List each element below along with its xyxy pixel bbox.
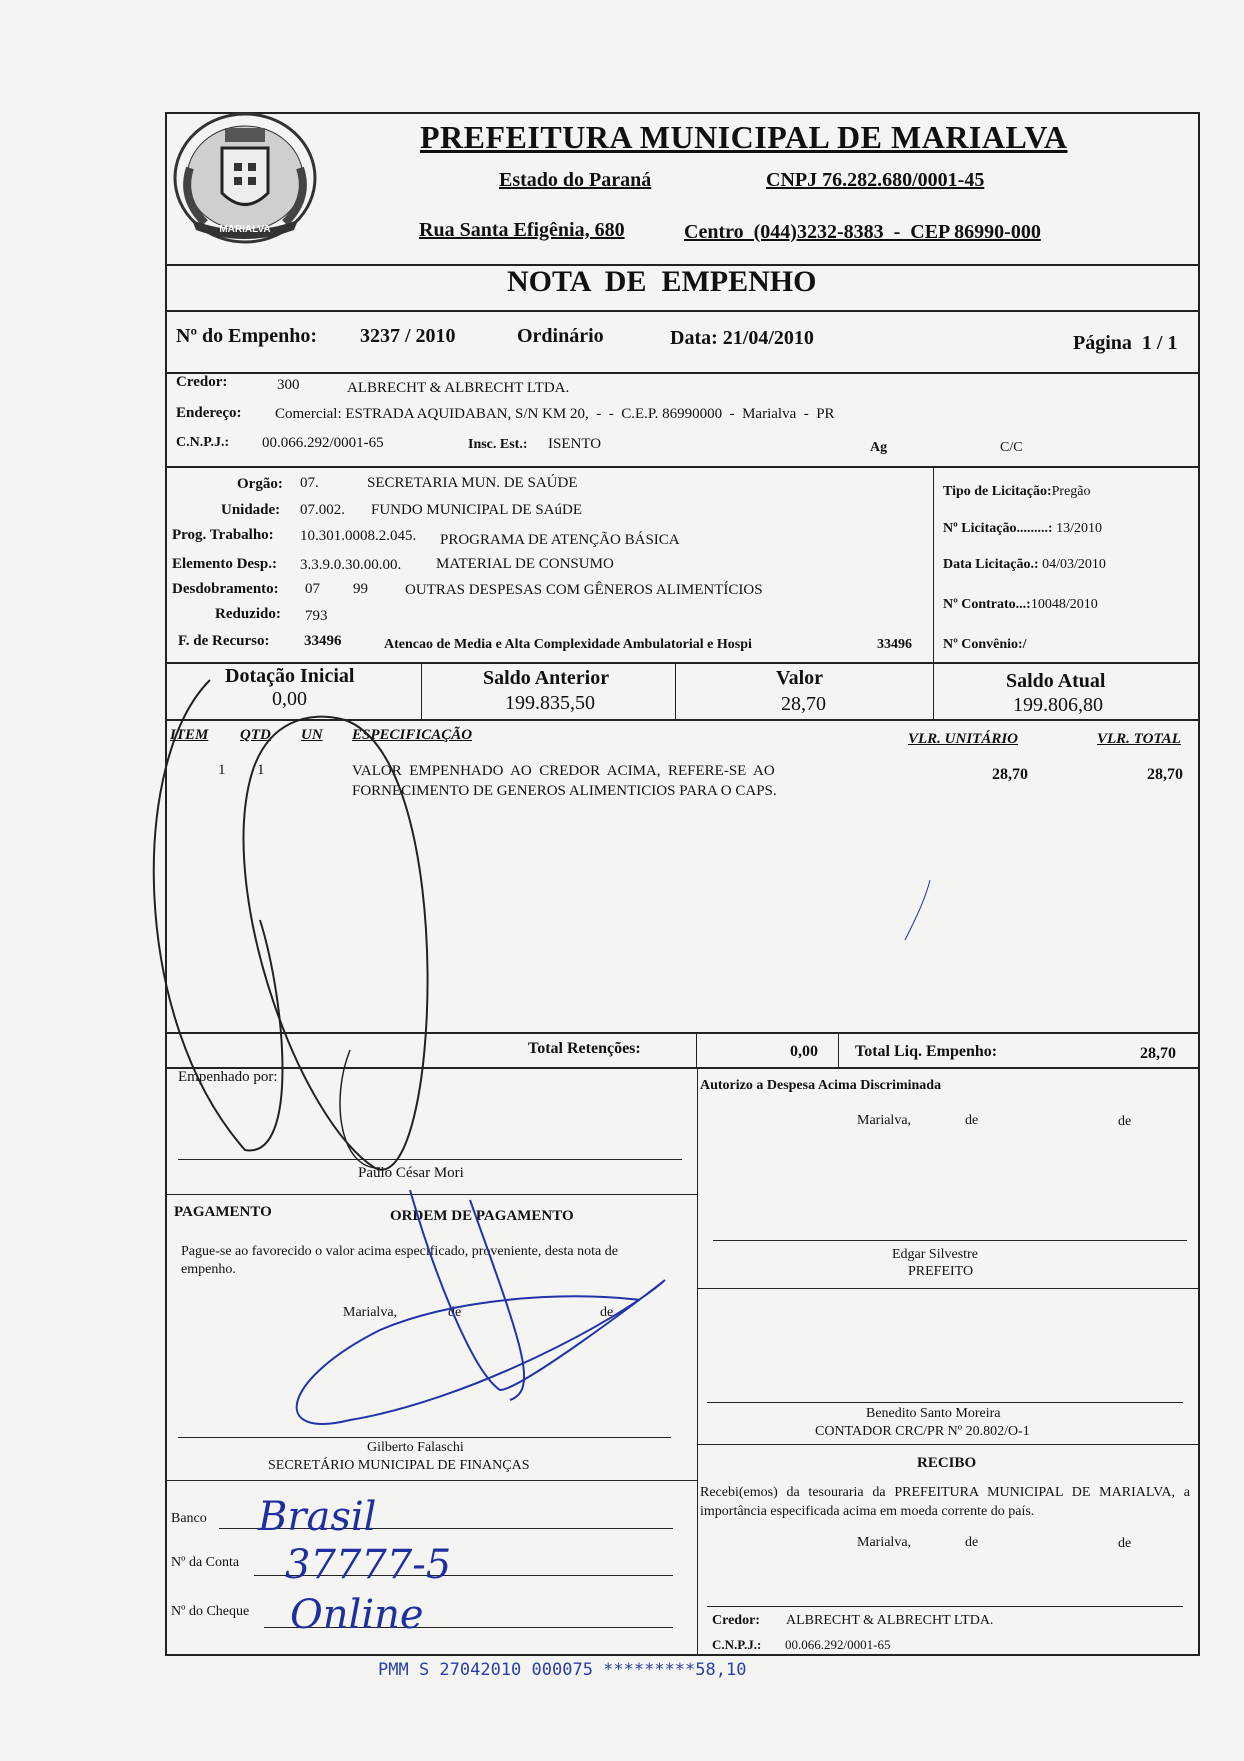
- page-number: Página 1 / 1: [1073, 332, 1178, 354]
- recibo-credor-label: Credor:: [712, 1613, 760, 1628]
- dotacao-inicial-label: Dotação Inicial: [225, 665, 355, 687]
- autorizo-de1: de: [965, 1113, 979, 1128]
- prefeito-name: Edgar Silvestre: [892, 1247, 978, 1262]
- empenho-type: Ordinário: [517, 325, 604, 347]
- svg-text:MARIALVA: MARIALVA: [219, 224, 271, 235]
- licitacao-data-label: Data Licitação.: 04/03/2010: [943, 557, 1106, 572]
- licitacao-data-value: 04/03/2010: [1042, 557, 1106, 572]
- contador-name: Benedito Santo Moreira: [866, 1406, 1001, 1421]
- total-liquido-value: 28,70: [1140, 1045, 1176, 1062]
- payment-stamp: PMM S 27042010 000075 *********58,10: [378, 1660, 747, 1680]
- saldo-atual-label: Saldo Atual: [1006, 670, 1106, 692]
- recibo-title: RECIBO: [917, 1455, 977, 1471]
- pagamento-de1: de: [448, 1305, 462, 1320]
- orgao-code: 07.: [300, 475, 319, 491]
- recibo-de1: de: [965, 1535, 979, 1550]
- elemento-label: Elemento Desp.:: [172, 556, 277, 572]
- secretario-name: Gilberto Falaschi: [367, 1440, 464, 1455]
- document-title: NOTA DE EMPENHO: [507, 265, 817, 298]
- autorizo-de2: de: [1118, 1114, 1132, 1129]
- elemento-code: 3.3.9.0.30.00.00.: [300, 557, 402, 573]
- municipal-seal: [170, 108, 320, 248]
- item-number: 1: [218, 762, 226, 778]
- empenhado-por-label: Empenhado por:: [178, 1069, 278, 1085]
- recurso-code: 33496: [304, 633, 342, 649]
- desdobramento-label: Desdobramento:: [172, 581, 279, 597]
- autorizo-city: Marialva,: [857, 1113, 912, 1128]
- item-espec-line1: VALOR EMPENHADO AO CREDOR ACIMA, REFERE-SE AO: [352, 763, 775, 779]
- item-total-value: 28,70: [1147, 766, 1183, 783]
- cc-label: C/C: [1000, 440, 1023, 455]
- ag-label: Ag: [870, 440, 888, 455]
- total-retencoes-value: 0,00: [790, 1043, 818, 1060]
- credor-name: ALBRECHT & ALBRECHT LTDA.: [347, 380, 570, 396]
- elemento-name: MATERIAL DE CONSUMO: [436, 556, 614, 572]
- recurso-code2: 33496: [877, 637, 912, 652]
- recibo-cnpj-label: C.N.P.J.:: [712, 1637, 762, 1652]
- prog-name: PROGRAMA DE ATENÇÃO BÁSICA: [440, 532, 680, 548]
- cheque-label: Nº do Cheque: [171, 1604, 250, 1619]
- item-unit-value: 28,70: [992, 766, 1028, 783]
- desdobramento-name: OUTRAS DESPESAS COM GÊNEROS ALIMENTÍCIOS: [405, 582, 763, 598]
- col-item: ITEM: [170, 727, 209, 743]
- desdobramento-code1: 07: [305, 581, 320, 597]
- prefeito-role: PREFEITO: [908, 1264, 974, 1279]
- insc-label: Insc. Est.:: [468, 437, 528, 452]
- pagamento-text: Pague-se ao favorecido o valor acima especificado, proveniente, desta nota de empenho.: [181, 1244, 618, 1277]
- licitacao-numero-value: 13/2010: [1056, 521, 1102, 536]
- total-retencoes-label: Total Retenções:: [528, 1040, 641, 1057]
- pagamento-city: Marialva,: [343, 1305, 398, 1320]
- item-espec-line2: FORNECIMENTO DE GENEROS ALIMENTICIOS PARA O CAPS.: [352, 783, 777, 799]
- empenho-number-label: Nº do Empenho:: [176, 325, 318, 347]
- empenhado-signer: Paulo César Mori: [358, 1165, 464, 1181]
- municipality-cnpj: CNPJ 76.282.680/0001-45: [766, 169, 985, 191]
- recibo-de2: de: [1118, 1536, 1132, 1551]
- contrato-value: 10048/2010: [1030, 597, 1098, 612]
- col-un: UN: [301, 727, 323, 743]
- col-vlr-unitario: VLR. UNITÁRIO: [908, 731, 1019, 747]
- endereco-value: Comercial: ESTRADA AQUIDABAN, S/N KM 20, - - C.E.P. 86990000 - Marialva - PR: [275, 406, 835, 422]
- prog-code: 10.301.0008.2.045.: [300, 528, 417, 544]
- desdobramento-code2: 99: [353, 581, 368, 597]
- insc-value: ISENTO: [548, 436, 602, 452]
- licitacao-tipo-value: Pregão: [1051, 484, 1091, 499]
- recurso-label: F. de Recurso:: [178, 633, 270, 649]
- contrato-label: Nº Contrato...:10048/2010: [943, 597, 1098, 612]
- address-street: Rua Santa Efigênia, 680: [419, 219, 625, 241]
- valor-label: Valor: [776, 667, 824, 689]
- cheque-handwriting: Online: [290, 1592, 424, 1638]
- recibo-text: Recebi(emos) da tesouraria da PREFEITURA MUNICIPAL DE MARIALVA, a importância especificada acima em moeda corrente do país.: [700, 1485, 1190, 1519]
- dotacao-inicial-value: 0,00: [272, 688, 307, 710]
- cnpj-label: C.N.P.J.:: [176, 435, 230, 450]
- empenho-number: 3237 / 2010: [360, 325, 456, 347]
- convenio-label: Nº Convênio:/: [943, 637, 1027, 652]
- saldo-atual-value: 199.806,80: [1013, 694, 1103, 716]
- credor-cnpj: 00.066.292/0001-65: [262, 435, 384, 451]
- municipality-title: PREFEITURA MUNICIPAL DE MARIALVA: [420, 119, 1068, 155]
- endereco-label: Endereço:: [176, 405, 242, 421]
- banco-handwriting: Brasil: [258, 1494, 377, 1540]
- credor-code: 300: [277, 377, 300, 393]
- col-vlr-total: VLR. TOTAL: [1097, 731, 1181, 747]
- conta-label: Nº da Conta: [171, 1555, 240, 1570]
- saldo-anterior-value: 199.835,50: [505, 692, 595, 714]
- ordem-pagamento-title: ORDEM DE PAGAMENTO: [390, 1208, 574, 1224]
- recibo-cnpj: 00.066.292/0001-65: [785, 1637, 891, 1652]
- unidade-code: 07.002.: [300, 502, 345, 518]
- col-especificacao: ESPECIFICAÇÃO: [352, 727, 473, 743]
- state-name: Estado do Paraná: [499, 169, 652, 191]
- unidade-label: Unidade:: [221, 502, 281, 518]
- orgao-name: SECRETARIA MUN. DE SAÚDE: [367, 475, 578, 491]
- reduzido-value: 793: [305, 608, 328, 624]
- banco-label: Banco: [171, 1511, 207, 1526]
- recibo-city: Marialva,: [857, 1535, 912, 1550]
- recurso-name: Atencao de Media e Alta Complexidade Ambulatorial e Hospi: [384, 637, 752, 652]
- reduzido-label: Reduzido:: [215, 606, 281, 622]
- secretario-role: SECRETÁRIO MUNICIPAL DE FINANÇAS: [268, 1458, 530, 1473]
- licitacao-tipo-label: Tipo de Licitação:Pregão: [943, 484, 1091, 499]
- recibo-credor-name: ALBRECHT & ALBRECHT LTDA.: [786, 1613, 994, 1628]
- conta-handwriting: 37777-5: [285, 1542, 452, 1588]
- autorizo-title: Autorizo a Despesa Acima Discriminada: [700, 1078, 942, 1093]
- credor-label: Credor:: [176, 374, 228, 390]
- unidade-name: FUNDO MUNICIPAL DE SAúDE: [371, 502, 582, 518]
- contador-role: CONTADOR CRC/PR Nº 20.802/O-1: [815, 1424, 1030, 1439]
- empenho-date: Data: 21/04/2010: [670, 327, 814, 349]
- saldo-anterior-label: Saldo Anterior: [483, 667, 610, 689]
- total-liquido-label: Total Liq. Empenho:: [855, 1043, 998, 1060]
- item-qtd: 1: [257, 762, 265, 778]
- pagamento-title: PAGAMENTO: [174, 1204, 272, 1220]
- pagamento-de2: de: [600, 1305, 614, 1320]
- licitacao-numero-label: Nº Licitação.........: 13/2010: [943, 521, 1102, 536]
- col-qtd: QTD: [240, 727, 271, 743]
- address-rest: Centro (044)3232-8383 - CEP 86990-000: [684, 221, 1041, 243]
- valor-value: 28,70: [781, 693, 826, 715]
- orgao-label: Orgão:: [237, 476, 283, 492]
- prog-label: Prog. Trabalho:: [172, 527, 274, 543]
